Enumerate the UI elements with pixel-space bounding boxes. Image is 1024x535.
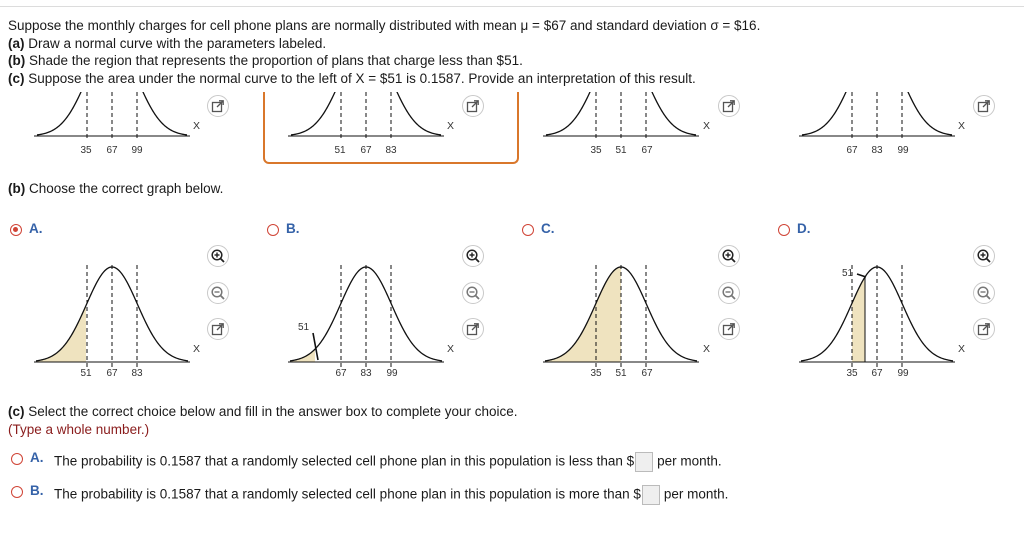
choice-a-radio[interactable] bbox=[11, 453, 23, 465]
top-divider bbox=[0, 6, 1024, 7]
choice-b-answer-input[interactable] bbox=[642, 485, 660, 505]
choice-a-sentence: The probability is 0.1587 that a randomly selected cell phone plan in this population is less than $ bbox=[54, 453, 635, 469]
tick-label: 99 bbox=[897, 145, 909, 156]
part-c-text: Suppose the area under the normal curve to the left of X = $51 is 0.1587. Provide an interpretation of this result. bbox=[24, 70, 696, 86]
tick-label: 51 bbox=[615, 145, 627, 156]
zoom-out-icon bbox=[721, 285, 737, 301]
choice-b-text bbox=[54, 485, 728, 505]
tick-label: 83 bbox=[385, 145, 397, 156]
external-link-icon bbox=[976, 321, 992, 337]
part-b-prompt-tag: (b) bbox=[8, 181, 26, 196]
zoom-in-icon bbox=[976, 248, 992, 264]
zoom-out-icon bbox=[210, 285, 226, 301]
option-a-radio[interactable] bbox=[10, 224, 22, 236]
top-graphs-svg bbox=[0, 92, 1024, 142]
zoom-out-button[interactable] bbox=[462, 282, 484, 304]
external-link-icon bbox=[210, 321, 226, 337]
zoom-in-button[interactable] bbox=[718, 245, 740, 267]
tick-label: 67 bbox=[641, 145, 653, 156]
zoom-in-button[interactable] bbox=[462, 245, 484, 267]
zoom-in-button[interactable] bbox=[973, 245, 995, 267]
choice-b-label[interactable]: B. bbox=[30, 483, 44, 498]
part-a-tag: (a) bbox=[8, 35, 25, 51]
part-c-prompt-text: Select the correct choice below and fill in the answer box to complete your choice. bbox=[24, 404, 518, 419]
enlarge-graph-button[interactable] bbox=[973, 95, 995, 117]
tick-label: 67 bbox=[106, 368, 118, 379]
tick-label: 83 bbox=[131, 368, 143, 379]
option-c-label[interactable]: C. bbox=[541, 221, 555, 236]
x-axis-label: X bbox=[193, 120, 201, 132]
question-text bbox=[8, 17, 760, 87]
zoom-out-icon bbox=[976, 285, 992, 301]
option-a-label[interactable]: A. bbox=[29, 221, 43, 236]
x-axis-label: X bbox=[958, 120, 966, 132]
tick-label: 35 bbox=[590, 145, 602, 156]
enlarge-graph-button[interactable] bbox=[973, 318, 995, 340]
external-link-icon bbox=[465, 98, 481, 114]
tick-label: 51 bbox=[80, 368, 92, 379]
callout-label: 51 bbox=[842, 268, 854, 279]
tick-label: 67 bbox=[335, 368, 347, 379]
part-c-tag: (c) bbox=[8, 70, 25, 86]
enlarge-graph-button[interactable] bbox=[462, 318, 484, 340]
option-b-radio[interactable] bbox=[267, 224, 279, 236]
part-c-prompt bbox=[8, 404, 518, 419]
x-axis-label: X bbox=[958, 343, 966, 355]
external-link-icon bbox=[210, 98, 226, 114]
zoom-out-button[interactable] bbox=[973, 282, 995, 304]
tick-label: 99 bbox=[131, 145, 143, 156]
part-b-text: Shade the region that represents the proportion of plans that charge less than $51. bbox=[25, 53, 523, 68]
enlarge-graph-button[interactable] bbox=[462, 95, 484, 117]
tick-label: 99 bbox=[386, 368, 398, 379]
part-a-text: Draw a normal curve with the parameters labeled. bbox=[24, 35, 327, 51]
part-c-prompt-tag: (c) bbox=[8, 404, 25, 419]
tick-label: 67 bbox=[846, 145, 858, 156]
tick-label: 83 bbox=[871, 145, 883, 156]
zoom-in-icon bbox=[465, 248, 481, 264]
callout-line bbox=[857, 274, 866, 277]
shaded-region bbox=[36, 306, 86, 362]
choice-a-suffix: per month. bbox=[657, 453, 722, 469]
option-graphs-svg bbox=[0, 255, 1024, 375]
top-tick-labels bbox=[0, 145, 1024, 159]
tick-label: 35 bbox=[846, 368, 858, 379]
zoom-in-button[interactable] bbox=[207, 245, 229, 267]
zoom-in-icon bbox=[721, 248, 737, 264]
tick-label: 67 bbox=[641, 368, 653, 379]
option-c-radio[interactable] bbox=[522, 224, 534, 236]
choice-b-suffix: per month. bbox=[663, 486, 729, 502]
option-b-label[interactable]: B. bbox=[286, 221, 300, 236]
x-axis-label: X bbox=[703, 120, 711, 132]
question-intro: Suppose the monthly charges for cell phone plans are normally distributed with mean μ = $67 and standard deviation σ = $16. bbox=[8, 18, 761, 33]
x-axis-label: X bbox=[193, 343, 201, 355]
tick-label: 67 bbox=[871, 368, 883, 379]
enlarge-graph-button[interactable] bbox=[207, 318, 229, 340]
choice-a-label[interactable]: A. bbox=[30, 450, 44, 465]
choice-a-answer-input[interactable] bbox=[635, 452, 653, 472]
external-link-icon bbox=[721, 321, 737, 337]
tick-label: 67 bbox=[106, 145, 118, 156]
choice-b-radio[interactable] bbox=[11, 486, 23, 498]
enlarge-graph-button[interactable] bbox=[718, 318, 740, 340]
tick-label: 51 bbox=[615, 368, 627, 379]
option-d-label[interactable]: D. bbox=[797, 221, 811, 236]
zoom-in-icon bbox=[210, 248, 226, 264]
zoom-out-button[interactable] bbox=[718, 282, 740, 304]
external-link-icon bbox=[721, 98, 737, 114]
enlarge-graph-button[interactable] bbox=[718, 95, 740, 117]
part-b-prompt-text: Choose the correct graph below. bbox=[25, 181, 224, 196]
option-d-radio[interactable] bbox=[778, 224, 790, 236]
tick-label: 51 bbox=[334, 145, 346, 156]
x-axis-label: X bbox=[447, 120, 455, 132]
x-axis-label: X bbox=[447, 343, 455, 355]
tick-label: 99 bbox=[897, 368, 909, 379]
tick-label: 83 bbox=[360, 368, 372, 379]
external-link-icon bbox=[465, 321, 481, 337]
tick-label: 35 bbox=[80, 145, 92, 156]
part-b-prompt bbox=[8, 181, 223, 196]
option-tick-labels bbox=[0, 368, 1024, 382]
choice-b-sentence: The probability is 0.1587 that a randomly selected cell phone plan in this population is more than $ bbox=[54, 486, 641, 502]
choice-a-text bbox=[54, 452, 722, 472]
x-axis-label: X bbox=[703, 343, 711, 355]
zoom-out-icon bbox=[465, 285, 481, 301]
zoom-out-button[interactable] bbox=[207, 282, 229, 304]
enlarge-graph-button[interactable] bbox=[207, 95, 229, 117]
external-link-icon bbox=[976, 98, 992, 114]
shaded-region bbox=[545, 267, 621, 362]
part-c-hint: (Type a whole number.) bbox=[8, 422, 150, 437]
tick-label: 35 bbox=[590, 368, 602, 379]
callout-label: 51 bbox=[298, 322, 310, 333]
part-b-tag: (b) bbox=[8, 53, 26, 68]
tick-label: 67 bbox=[360, 145, 372, 156]
